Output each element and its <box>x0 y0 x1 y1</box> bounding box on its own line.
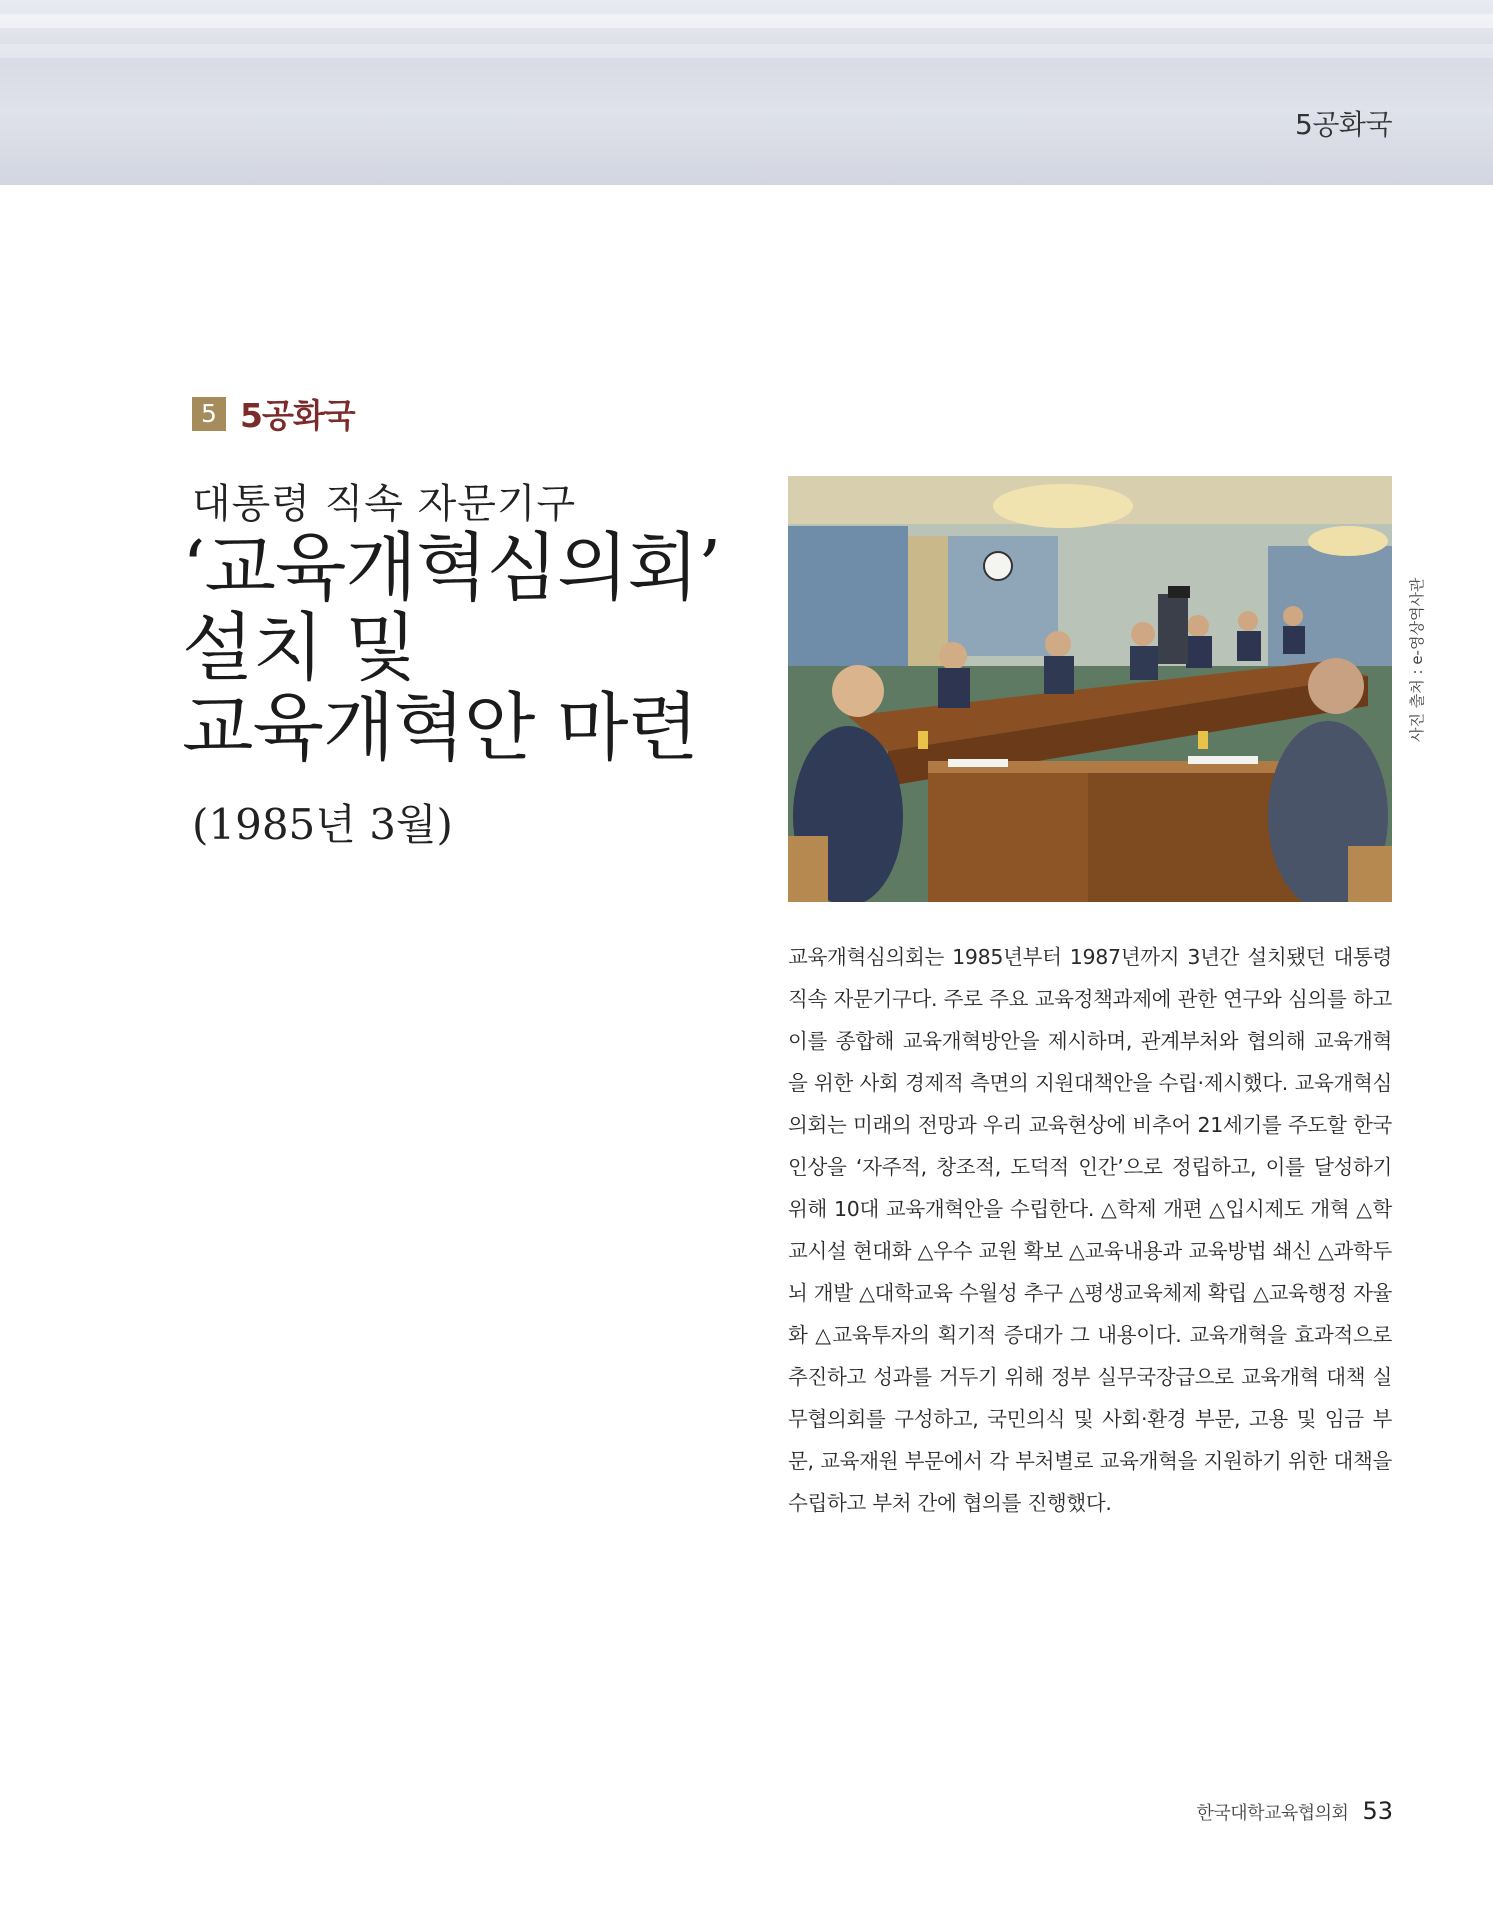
section-number: 5 <box>192 397 226 431</box>
header-band <box>0 0 1493 185</box>
header-label: 5공화국 <box>1295 108 1392 141</box>
section-name: 5공화국 <box>240 396 355 435</box>
article-headline <box>182 525 742 771</box>
headline-line: 교육개혁안 마련 <box>182 685 698 771</box>
page-number: 53 <box>1362 1797 1393 1825</box>
article-body: 교육개혁심의회는 1985년부터 1987년까지 3년간 설치됐던 대통령 직속 자문기구다. 주로 주요 교육정책과제에 관한 연구와 심의를 하고 이를 종합해 교육개혁방안을 제시하며, 관계부처와 협의해 교육개혁을 위한 사회 경제적 측면의 지원대책안을 수립·제시했다. 교육개혁심의회는 미래의 전망과 우리 교육현상에 비추어 21세기를 주도할 한국인상을 ‘자주적, 창조적, 도덕적 인간’으로 정립하고, 이를 달성하기 위해 10대 교육개혁안을 수립한다. △학제 개편 △입시제도 개혁 △학교시설 현대화 △우수 교원 확보 △교육내용과 교육방법 쇄신 △과학두뇌 개발 △대학교육 수월성 추구 △평생교육체제 확립 △교육행정 자율화 △교육투자의 획기적 증대가 그 내용이다. 교육개혁을 효과적으로 추진하고 성과를 거두기 위해 정부 실무국장급으로 교육개혁 대책 실무협의회를 구성하고, 국민의식 및 사회·환경 부문, 고용 및 임금 부문, 교육재원 부문에서 각 부처별로 교육개혁을 지원하기 위한 대책을 수립하고 부처 간에 협의를 진행했다. <box>788 945 1392 1515</box>
page-footer <box>1196 1797 1393 1825</box>
headline-line: 설치 및 <box>182 605 416 691</box>
meeting-photo-illustration <box>788 476 1392 902</box>
meeting-photo <box>788 476 1392 902</box>
article-subtitle: 대통령 직속 자문기구 <box>192 481 577 527</box>
header-stripe <box>0 14 1493 28</box>
headline-line: ‘교육개혁심의회’ <box>182 525 721 611</box>
header-stripe <box>0 44 1493 58</box>
footer-organization: 한국대학교육협의회 <box>1196 1803 1349 1824</box>
photo-credit: 사진 출처 : e-영상역사관 <box>1408 577 1426 742</box>
section-tag <box>192 390 355 437</box>
article-date: (1985년 3월) <box>192 800 453 849</box>
